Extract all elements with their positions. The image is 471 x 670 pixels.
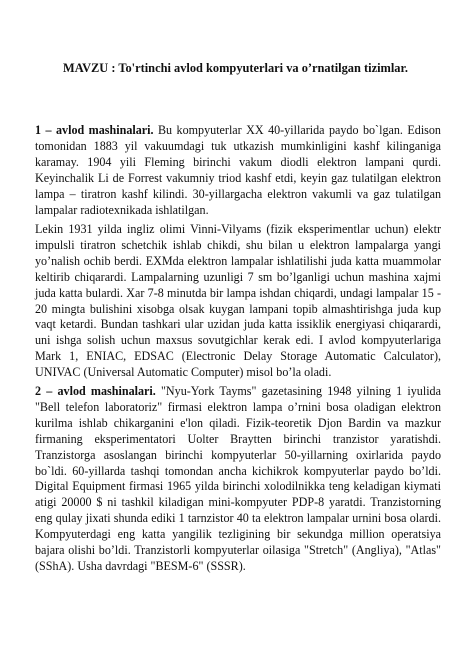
section-heading-first-generation: 1 – avlod mashinalari. bbox=[35, 123, 154, 137]
paragraph-text: Lekin 1931 yilda ingliz olimi Vinni-Vilyams (fizik eksperimentlar uchun) elektr impulsli tiratron schetchik ishlab chikdi, shu bilan u elektron lampalarga yangi yo’nalish ochib berdi. EXMda elektron lampalar ishlatilishi juda katta muammolar keltirib chiqarardi. Lampalarning uzunligi 7 sm bo’lganligi uchun mashina xajmi juda katta bulardi. Xar 7-8 minutda bir lampa ishdan chiqardi, undagi lampalar 15 - 20 mingta bulishini xisobga olsak kuygan lampani topib almashtirishga juda kup vaqt ketardi. Bundan tashkari ular uzidan juda katta issiklik energiyasi chiqarardi, uni ishga solish uchun maxsus sovutgichlar kerak edi. I avlod kompyuterlariga Mark 1, ENIAC, EDSAC (Electronic Delay Storage Automatic Calculator), UNIVAC (Universal Automatic Computer) misol bo’la oladi. bbox=[35, 222, 441, 380]
paragraph-second-generation bbox=[35, 384, 441, 575]
page-title: MAVZU : To'rtinchi avlod kompyuterlari va o’rnatilgan tizimlar. bbox=[63, 61, 408, 75]
paragraph-first-generation bbox=[35, 123, 441, 218]
paragraph-vacuum-tubes bbox=[35, 222, 441, 381]
paragraph-text: "Nyu-York Tayms" gazetasining 1948 yilning 1 iyulida "Bell telefon laboratoriz" firmasi elektron lampa o’rnini bosa oladigan elektron kurilma ishlab chikarganini e'lon qiladi. Fizik-teoretik Djon Bardin va mazkur firmaning eksperimentatori Uolter Braytten birinchi tranzistor yaratishdi. Tranzistorga asoslangan birinchi kompyuterlar 50-yillarning oxirlarida paydo bo`ldi. 60-yillarda tashqi tomondan ancha kichikrok kompyuterlar paydo bo’ldi. Digital Equipment firmasi 1965 yilda birinchi xolodilnikka teng keladigan kiymati atigi 20000 $ ni tashkil kiladigan mini-kompyuter PDP-8 yaratdi. Tranzistorning eng qulay jixati shunda ediki 1 tarnzistor 40 ta elektron lampalar urnini bosa olardi. Kompyuterdagi eng katta yangilik tezligining bir sekundga million operatsiya bajara olishi bo’ldi. Tranzistorli kompyuterlar oilasiga "Stretch" (Angliya), "Atlas" (SShA). Usha davrdagi "BESM-6" (SSSR). bbox=[35, 384, 441, 573]
paragraph-text: Bu kompyuterlar XX 40-yillarida paydo bo`lgan. Edison tomonidan 1883 yil vakuumdagi tuk utkazish mumkinligini kashf kilinganiga karamay. 1904 yili Fleming birinchi vakum diodli elektron lampani qurdi. Keyinchalik Li de Forrest vakumniy triod kashf etdi, keyin gaz tulatilgan elektron lampa – tiratron kashf kilindi. 30-yillargacha elektron vakumli va gaz tulatilgan lampalar radiotexnikada ishlatilgan. bbox=[35, 123, 441, 217]
section-heading-second-generation: 2 – avlod mashinalari. bbox=[35, 384, 156, 398]
